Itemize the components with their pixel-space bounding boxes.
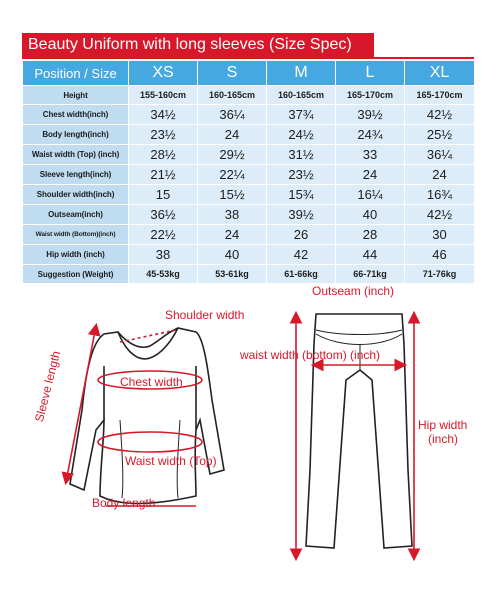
row-label: Waist width (Bottom)(inch) <box>23 225 129 245</box>
row-label: Waist width (Top) (inch) <box>23 145 129 165</box>
table-cell: 36¼ <box>405 145 475 165</box>
table-cell: 155-160cm <box>129 86 198 105</box>
row-label: Suggestion (Weight) <box>23 265 129 284</box>
table-cell: 38 <box>129 245 198 265</box>
table-cell: 22¼ <box>198 165 267 185</box>
table-cell: 34½ <box>129 105 198 125</box>
table-row <box>23 185 475 205</box>
table-cell: 46 <box>405 245 475 265</box>
table-cell: 24½ <box>267 125 336 145</box>
table-cell: 24 <box>198 125 267 145</box>
table-cell: 30 <box>405 225 475 245</box>
garment-diagram <box>0 270 500 606</box>
table-cell: 42½ <box>405 205 475 225</box>
table-row <box>23 125 475 145</box>
table-cell: 25½ <box>405 125 475 145</box>
header-size-l: L <box>336 61 405 86</box>
table-row <box>23 225 475 245</box>
garment-drawing <box>0 270 500 606</box>
table-cell: 71-76kg <box>405 265 475 284</box>
table-cell: 29½ <box>198 145 267 165</box>
table-cell: 66-71kg <box>336 265 405 284</box>
row-label: Height <box>23 86 129 105</box>
table-cell: 24 <box>198 225 267 245</box>
table-cell: 61-66kg <box>267 265 336 284</box>
top-garment-drawing <box>70 328 224 504</box>
hip-width-label-line2: (inch) <box>428 432 459 446</box>
table-cell: 28½ <box>129 145 198 165</box>
table-cell: 165-170cm <box>336 86 405 105</box>
table-row <box>23 86 475 105</box>
table-cell: 16¾ <box>405 185 475 205</box>
row-label: Chest width(inch) <box>23 105 129 125</box>
table-row <box>23 105 475 125</box>
row-label: Shoulder width(inch) <box>23 185 129 205</box>
table-cell: 160-165cm <box>267 86 336 105</box>
sleeve-length-label: Sleeve length <box>32 349 64 424</box>
shoulder-width-label: Shoulder width <box>165 308 245 322</box>
table-cell: 16¼ <box>336 185 405 205</box>
table-cell: 15 <box>129 185 198 205</box>
row-label: Sleeve length(inch) <box>23 165 129 185</box>
header-position-size: Position / Size <box>23 61 129 86</box>
table-cell: 15½ <box>198 185 267 205</box>
table-row <box>23 145 475 165</box>
header-size-m: M <box>267 61 336 86</box>
size-spec-table <box>22 60 475 284</box>
table-cell: 24 <box>405 165 475 185</box>
title-underline <box>22 57 474 59</box>
table-row <box>23 205 475 225</box>
table-cell: 23½ <box>267 165 336 185</box>
table-cell: 45-53kg <box>129 265 198 284</box>
table-cell: 26 <box>267 225 336 245</box>
table-cell: 23½ <box>129 125 198 145</box>
body-length-label: Body length <box>92 496 156 510</box>
chest-width-label: Chest width <box>120 375 183 389</box>
row-label: Outseam(inch) <box>23 205 129 225</box>
table-cell: 165-170cm <box>405 86 475 105</box>
hip-width-label-line1: Hip width <box>418 418 468 432</box>
table-cell: 31½ <box>267 145 336 165</box>
table-cell: 160-165cm <box>198 86 267 105</box>
waist-width-top-label: Waist width (Top) <box>125 454 217 468</box>
table-cell: 15¾ <box>267 185 336 205</box>
table-cell: 24¾ <box>336 125 405 145</box>
table-row <box>23 245 475 265</box>
spec-title: Beauty Uniform with long sleeves (Size Spec) <box>22 33 374 57</box>
outseam-label: Outseam (inch) <box>312 284 395 298</box>
table-cell: 22½ <box>129 225 198 245</box>
waist-width-bottom-label: waist width (bottom) (inch) <box>240 348 381 362</box>
table-cell: 40 <box>336 205 405 225</box>
row-label: Hip width (inch) <box>23 245 129 265</box>
table-cell: 36½ <box>129 205 198 225</box>
table-cell: 21½ <box>129 165 198 185</box>
table-cell: 42½ <box>405 105 475 125</box>
table-cell: 39½ <box>267 205 336 225</box>
table-cell: 37¾ <box>267 105 336 125</box>
table-cell: 28 <box>336 225 405 245</box>
table-header-row <box>23 61 475 86</box>
table-cell: 53-61kg <box>198 265 267 284</box>
header-size-s: S <box>198 61 267 86</box>
table-cell: 44 <box>336 245 405 265</box>
table-cell: 40 <box>198 245 267 265</box>
table-cell: 38 <box>198 205 267 225</box>
table-cell: 42 <box>267 245 336 265</box>
row-label: Body length(inch) <box>23 125 129 145</box>
table-cell: 36¼ <box>198 105 267 125</box>
table-cell: 24 <box>336 165 405 185</box>
header-size-xs: XS <box>129 61 198 86</box>
table-row <box>23 165 475 185</box>
table-cell: 33 <box>336 145 405 165</box>
header-size-xl: XL <box>405 61 475 86</box>
table-cell: 39½ <box>336 105 405 125</box>
